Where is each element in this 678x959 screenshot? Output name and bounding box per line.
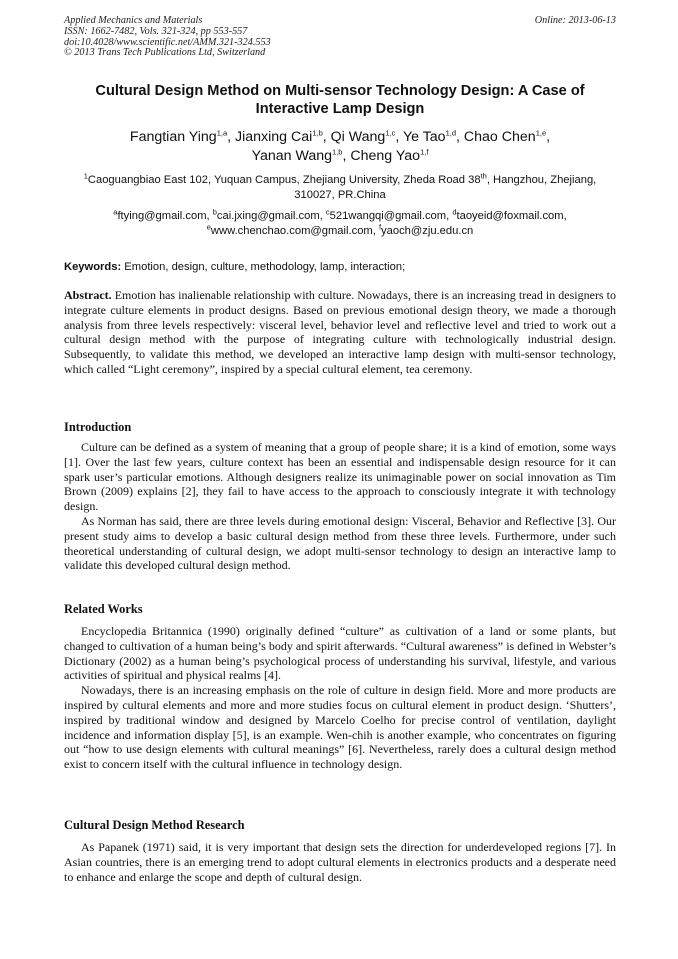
author: Jianxing Cai$^{1,b}$, xyxy=(235,128,331,145)
journal-name: Applied Mechanics and Materials xyxy=(64,15,203,26)
section-heading-related-works: Related Works xyxy=(64,602,143,616)
email-link[interactable]: $^c$521wangqi@gmail.com xyxy=(325,207,447,222)
abstract xyxy=(64,288,616,377)
paragraph: As Papanek (1971) said, it is very important that design sets the direction for underdeveloped regions [7]. In Asian countries, there is an emerging trend to adopt cultural elements in electronics products and a desperate need to enhance and enlarge the scope and depth of cultural design. xyxy=(64,840,616,884)
abstract-text: Emotion has inalienable relationship with culture. Nowadays, there is an increasing tread in designers to integrate culture elements in product designs. Based on previous emotional design theory, we made a thorough analysis from three levels respectively: visceral level, behavior level and reflective level and tried to work out a cultural design method with the purpose of integrating culture with technologically industrial design. Subsequently, to validate this method, we developed an interactive lamp design with multi-sensor technology, which called “Light ceremony”, inspired by a special cultural element, tea ceremony. xyxy=(64,288,616,376)
keywords-label: Keywords: xyxy=(64,261,122,273)
author: Chao Chen$^{1,e}$, xyxy=(463,128,551,145)
keywords xyxy=(64,260,616,274)
paragraph: Culture can be defined as a system of meaning that a group of people share; it is a kind of emotion, some ways [1]. Over the last few years, culture context has been an essential and indispensable design resource for it can spark user’s particular emotions. Although designers realize its unimaginable power on social innovation as Tim Brown (2009) explains [2], they fail to have access to the approach to consciously integrate it with technology design. xyxy=(64,440,616,514)
paragraph: Encyclopedia Britannica (1990) originally defined “culture” as cultivation of a land or some plants, but changed to cultivation of a human being’s body and spirit afterwards. “Cultural awareness” is defined in Webster’s Dictionary (2002) as a human being’s psychological process of understanding his survival, lifestyle, and various activities of spiritual and physical realms [4]. xyxy=(64,624,616,683)
paragraph: Nowadays, there is an increasing emphasis on the role of culture in design field. More and more products are inspired by cultural elements and more and more studies focus on cultural element in product design. ‘Shutters’, inspired by traditional window and designed by Marcelo Coelho for precise control of ventilation, daylight incidence and information display [5], is an example. Wen-chih is another example, who concentrates on figuring out “how to use design elements with cultural meanings” [6]. Nevertheless, rarely does a cultural design method exist to concern itself with the cultural influence in technology design. xyxy=(64,683,616,772)
online-date: Online: 2013-06-13 xyxy=(534,15,616,26)
abstract-label: Abstract. xyxy=(64,288,112,302)
email-link[interactable]: $^f$yaoch@zju.edu.cn xyxy=(378,222,474,237)
author: Qi Wang$^{1,c}$, xyxy=(330,128,403,145)
author: Cheng Yao$^{1,f}$ xyxy=(350,147,429,164)
author: Yanan Wang$^{1,b}$, xyxy=(251,147,351,164)
email-list: $^a$ftying@gmail.com, $^b$cai.jxing@gmail.com, $^c$521wangqi@gmail.com, $^d$taoyeid@foxmail.com, $^e$www.chenchao.com@gmail.com, $^f$yaoch@zju.edu.cn xyxy=(113,207,567,237)
copyright-line: © 2013 Trans Tech Publications Ltd, Switzerland xyxy=(64,47,266,59)
email-link[interactable]: $^a$ftying@gmail.com xyxy=(113,207,207,222)
email-link[interactable]: $^d$taoyeid@foxmail.com xyxy=(452,207,564,222)
related-works-body xyxy=(64,624,616,772)
introduction-body xyxy=(64,440,616,573)
paragraph: As Norman has said, there are three levels during emotional design: Visceral, Behavior and Reflective [3]. Our present study aims to develop a basic cultural design method from these three levels. Furthermore, under such theoretical understanding of cultural design, we adopt multi-sensor technology to design an interactive lamp to validate this developed cultural design method. xyxy=(64,513,616,573)
section-heading-introduction: Introduction xyxy=(64,420,132,434)
section-heading-method: Cultural Design Method Research xyxy=(64,818,245,832)
email-link[interactable]: $^e$www.chenchao.com@gmail.com xyxy=(206,222,373,237)
author: Fangtian Ying$^{1,a}$, xyxy=(129,128,236,145)
doi-link[interactable]: doi:10.4028/www.scientific.net/AMM.321-324.553 xyxy=(64,36,271,48)
paper-title: Cultural Design Method on Multi-sensor Technology Design: A Case of Interactive Lamp Design xyxy=(95,83,585,117)
method-body xyxy=(64,840,616,884)
journal-header xyxy=(64,16,616,59)
affiliation: $^1$Caoguangbiao East 102, Yuquan Campus, Zhejiang University, Zheda Road 38th, Hangzhou, Zhejiang, 310027, PR.China xyxy=(83,171,597,201)
author-list xyxy=(64,128,616,166)
keywords-text: Emotion, design, culture, methodology, lamp, interaction; xyxy=(121,261,406,273)
author: Ye Tao$^{1,d}$, xyxy=(402,128,464,145)
issn-line: ISSN: 1662-7482, Vols. 321-324, pp 553-557 xyxy=(64,25,248,37)
email-link[interactable]: $^b$cai.jxing@gmail.com xyxy=(212,207,320,222)
